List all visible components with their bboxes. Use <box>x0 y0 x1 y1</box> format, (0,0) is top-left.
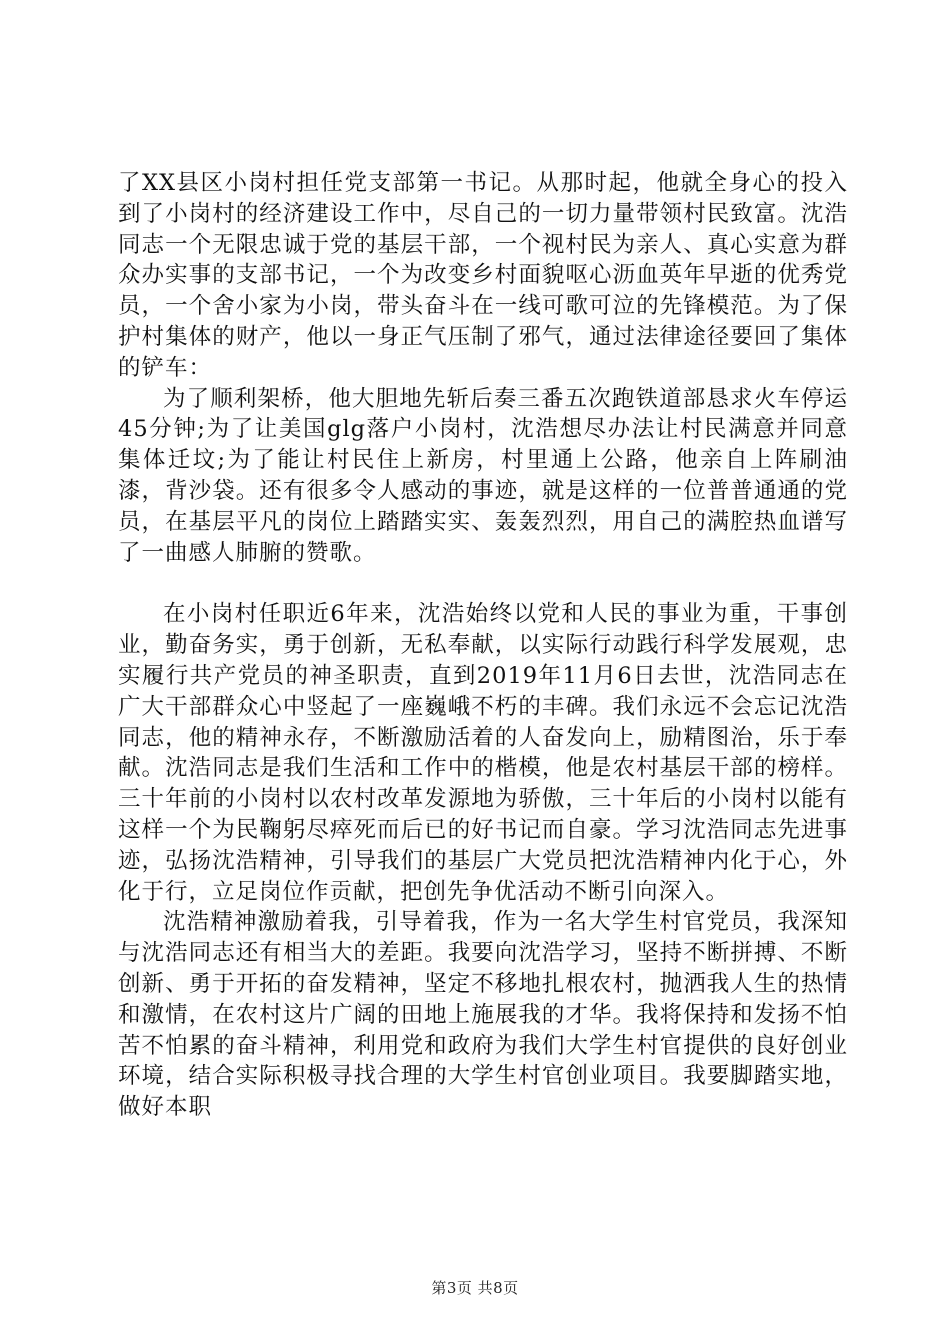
paragraph-4: 沈浩精神激励着我，引导着我，作为一名大学生村官党员，我深知与沈浩同志还有相当大的差距。我要向沈浩学习，坚持不断拼搏、不断创新、勇于开拓的奋发精神，坚定不移地扎根农村，抛洒我人生的热情和激情，在农村这片广阔的田地上施展我的才华。我将保持和发扬不怕苦不怕累的奋斗精神，利用党和政府为我们大学生村官提供的良好创业环境，结合实际积极寻找合理的大学生村官创业项目。我要脚踏实地，做好本职 <box>118 909 848 1121</box>
page-number-footer: 第3页 共8页 <box>431 1279 519 1297</box>
paragraph-3: 在小岗村任职近6年来，沈浩始终以党和人民的事业为重，干事创业，勤奋务实，勇于创新，无私奉献，以实际行动践行科学发展观，忠实履行共产党员的神圣职责，直到2019年11月6日去世，沈浩同志在广大干部群众心中竖起了一座巍峨不朽的丰碑。我们永远不会忘记沈浩同志，他的精神永存，不断激励活着的人奋发向上，励精图治，乐于奉献。沈浩同志是我们生活和工作中的楷模，他是农村基层干部的榜样。三十年前的小岗村以农村改革发源地为骄傲，三十年后的小岗村以能有这样一个为民鞠躬尽瘁死而后已的好书记而自豪。学习沈浩同志先进事迹，弘扬沈浩精神，引导我们的基层广大党员把沈浩精神内化于心，外化于行，立足岗位作贡献，把创先争优活动不断引向深入。 <box>118 601 848 905</box>
paragraph-spacer <box>118 568 848 599</box>
paragraph-1: 了XX县区小岗村担任党支部第一书记。从那时起，他就全身心的投入到了小岗村的经济建设工作中，尽自己的一切力量带领村民致富。沈浩同志一个无限忠诚于党的基层干部，一个视村民为亲人、真心实意为群众办实事的支部书记，一个为改变乡村面貌呕心沥血英年早逝的优秀党员，一个舍小家为小岗，带头奋斗在一线可歌可泣的先锋模范。为了保护村集体的财产，他以一身正气压制了邪气，通过法律途径要回了集体的铲车： <box>118 170 848 381</box>
paragraph-2: 为了顺利架桥，他大胆地先斩后奏三番五次跑铁道部恳求火车停运45分钟;为了让美国glg落户小岗村，沈浩想尽办法让村民满意并同意集体迁坟;为了能让村民住上新房，村里通上公路，他亲自上阵刷油漆，背沙袋。还有很多令人感动的事迹，就是这样的一位普普通通的党员，在基层平凡的岗位上踏踏实实、轰轰烈烈，用自己的满腔热血谱写了一曲感人肺腑的赞歌。 <box>118 385 848 566</box>
document-body <box>118 168 848 1123</box>
